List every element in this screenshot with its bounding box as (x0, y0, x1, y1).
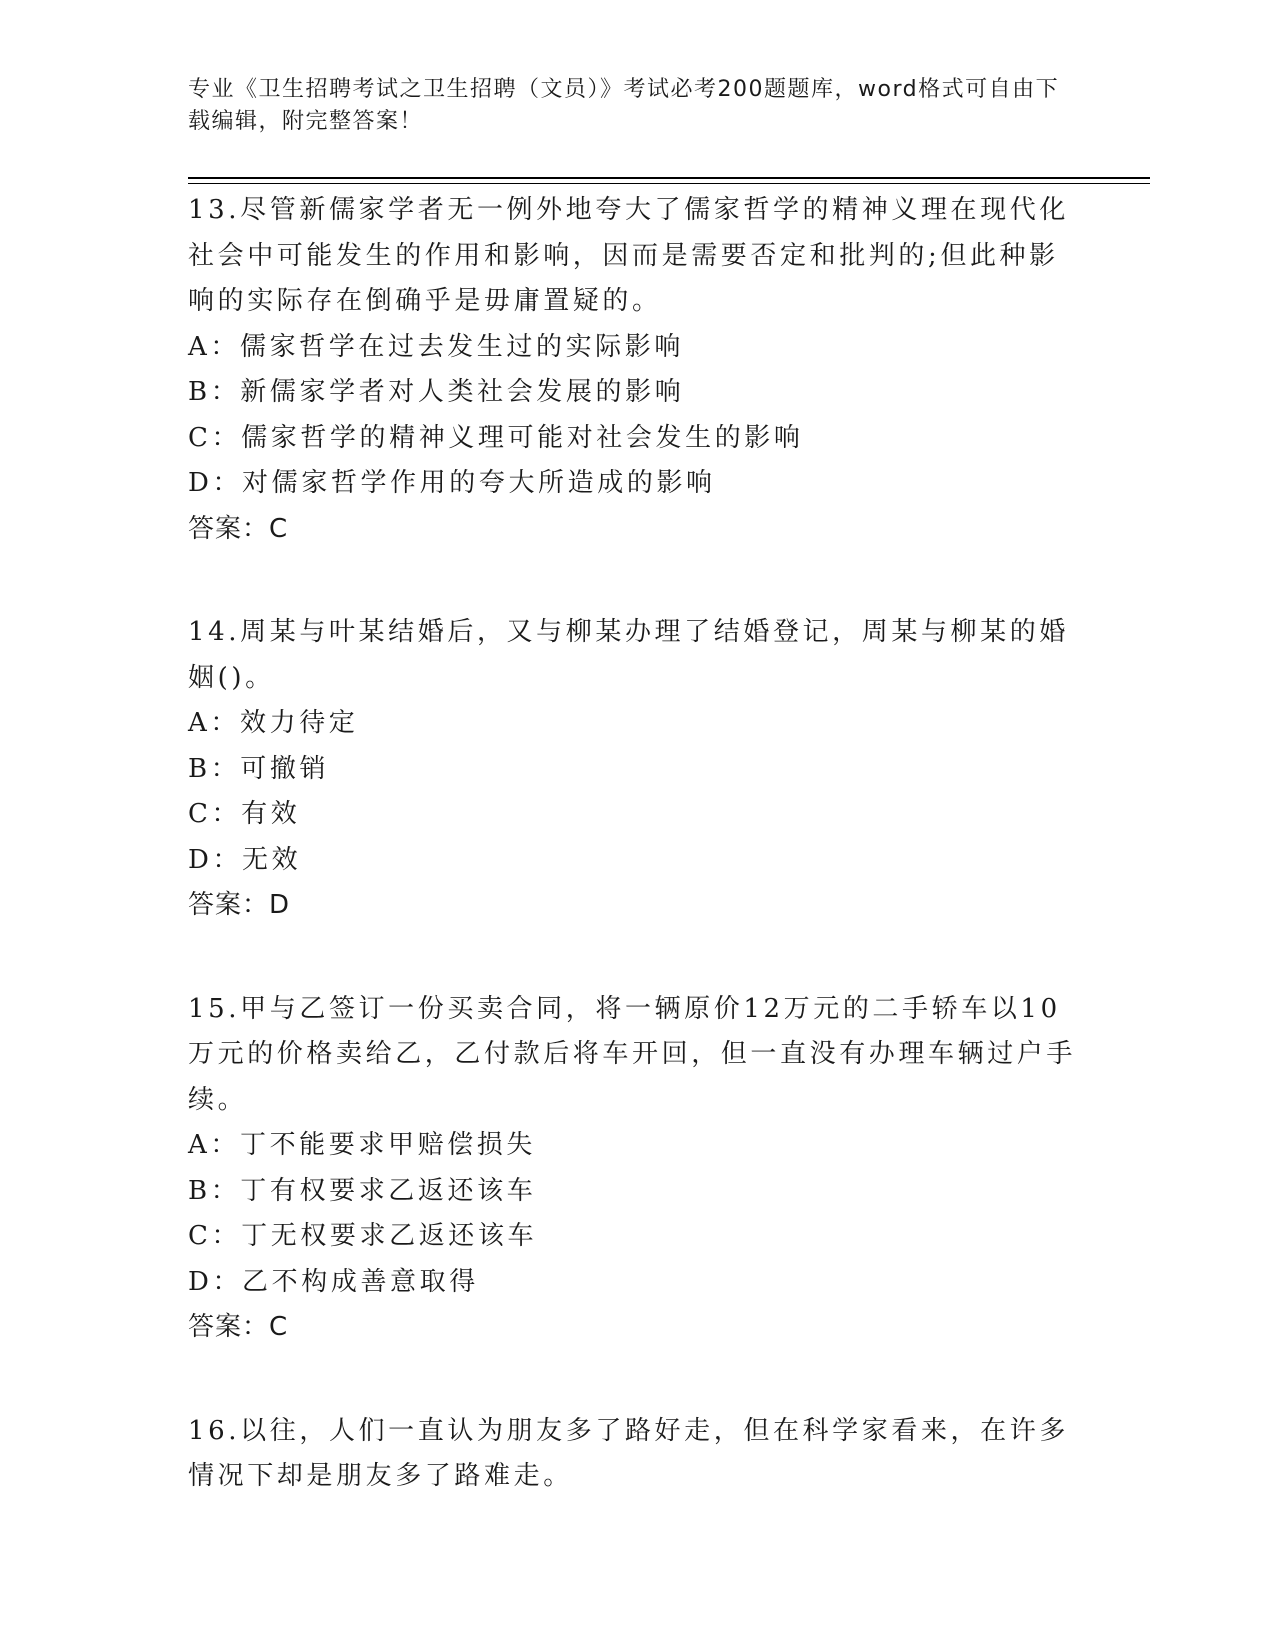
option-c: C：儒家哲学的精神义理可能对社会发生的影响 (188, 422, 804, 453)
option-b: B：可撤销 (188, 753, 330, 784)
option-a: A：效力待定 (188, 708, 359, 738)
option-c: C：有效 (188, 799, 301, 829)
option-d: D：对儒家哲学作用的夸大所造成的影响 (188, 468, 716, 498)
question-stem: 16.以往，人们一直认为朋友多了路好走，但在科学家看来，在许多情况下却是朋友多了路难走。 (188, 1415, 1069, 1491)
question-stem: 15.甲与乙签订一份买卖合同，将一辆原价12万元的二手轿车以10万元的价格卖给乙，乙付款后将车开回，但一直没有办理车辆过户手续。 (188, 993, 1077, 1115)
question-13 (188, 188, 1088, 552)
answer-line: 答案：C (188, 513, 289, 544)
question-stem: 13.尽管新儒家学者无一例外地夸大了儒家哲学的精神义理在现代化社会中可能发生的作用和影响，因而是需要否定和批判的;但此种影响的实际存在倒确乎是毋庸置疑的。 (188, 195, 1069, 316)
header-divider-thick (188, 177, 1150, 179)
question-16 (188, 1409, 1088, 1500)
answer-line: 答案：D (188, 890, 291, 920)
option-b: B：丁有权要求乙返还该车 (188, 1175, 537, 1206)
header-divider-thin (188, 183, 1150, 184)
question-14 (188, 610, 1088, 929)
question-15 (188, 987, 1088, 1351)
option-c: C：丁无权要求乙返还该车 (188, 1221, 538, 1251)
option-a: A：丁不能要求甲赔偿损失 (188, 1130, 536, 1160)
question-stem: 14.周某与叶某结婚后，又与柳某办理了结婚登记，周某与柳某的婚姻()。 (188, 617, 1069, 693)
question-list (188, 188, 1088, 1558)
option-b: B：新儒家学者对人类社会发展的影响 (188, 377, 685, 407)
answer-line: 答案：C (188, 1312, 289, 1342)
option-d: D：无效 (188, 844, 302, 875)
option-a: A：儒家哲学在过去发生过的实际影响 (188, 331, 684, 362)
document-header: 专业《卫生招聘考试之卫生招聘（文员）》考试必考200题题库，word格式可自由下载编辑，附完整答案！ (188, 77, 1060, 134)
option-d: D：乙不构成善意取得 (188, 1266, 479, 1297)
